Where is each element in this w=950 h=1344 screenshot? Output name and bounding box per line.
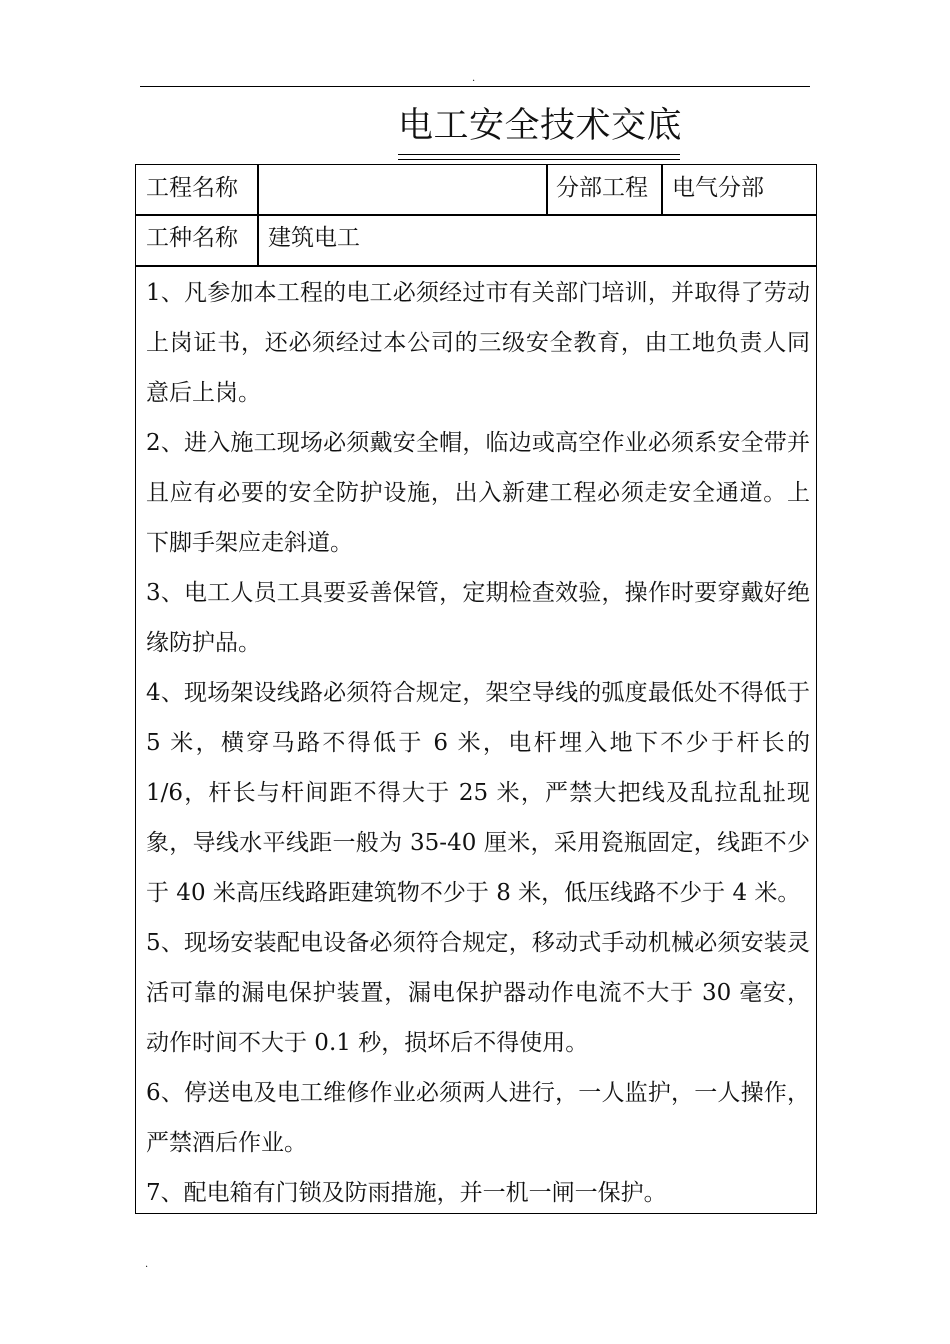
disclosure-table	[135, 164, 817, 1214]
division-label: 分部工程	[556, 175, 648, 201]
safety-item-1: 1、凡参加本工程的电工必须经过市有关部门培训，并取得了劳动上岗证书，还必须经过本公司的三级安全教育，由工地负责人同意后上岗。	[146, 280, 810, 406]
document-title: 电工安全技术交底	[398, 106, 683, 146]
grid-line	[546, 165, 548, 215]
safety-item-5: 5、现场安装配电设备必须符合规定，移动式手动机械必须安装灵活可靠的漏电保护装置，漏电保护器动作电流不大于 30 毫安，动作时间不大于 0.1 秒，损坏后不得使用。	[146, 930, 810, 1056]
project-name-label: 工程名称	[146, 175, 238, 201]
title-underline-bottom	[398, 159, 680, 160]
safety-item-6: 6、停送电及电工维修作业必须两人进行，一人监护，一人操作，严禁酒后作业。	[146, 1080, 810, 1156]
footer-mark: .	[145, 1259, 149, 1270]
safety-content	[146, 268, 810, 1218]
grid-line	[661, 165, 663, 215]
safety-item-3: 3、电工人员工具要妥善保管，定期检查效验，操作时要穿戴好绝缘防护品。	[146, 580, 810, 656]
safety-item-2: 2、进入施工现场必须戴安全帽，临边或高空作业必须系安全带并且应有必要的安全防护设施，出入新建工程必须走安全通道。上下脚手架应走斜道。	[146, 430, 810, 556]
header-mark: .	[472, 73, 476, 84]
grid-line	[257, 165, 259, 266]
safety-item-7: 7、配电箱有门锁及防雨措施，并一机一闸一保护。	[146, 1180, 667, 1206]
division-value: 电气分部	[672, 175, 764, 201]
title-underline-top	[398, 154, 680, 155]
grid-line	[136, 214, 816, 216]
trade-name-value: 建筑电工	[268, 225, 360, 251]
trade-name-label: 工种名称	[146, 225, 238, 251]
grid-line	[136, 265, 816, 267]
safety-item-4: 4、现场架设线路必须符合规定，架空导线的弧度最低处不得低于 5 米，横穿马路不得低于 6 米，电杆埋入地下不少于杆长的 1/6，杆长与杆间距不得大于 25 米，严禁大把线及乱拉乱扯现象，导线水平线距一般为 35-40 厘米，采用瓷瓶固定，线距不少于 40 米高压线路距建筑物不少于 8 米，低压线路不少于 4 米。	[146, 680, 810, 906]
header-rule	[140, 86, 810, 87]
